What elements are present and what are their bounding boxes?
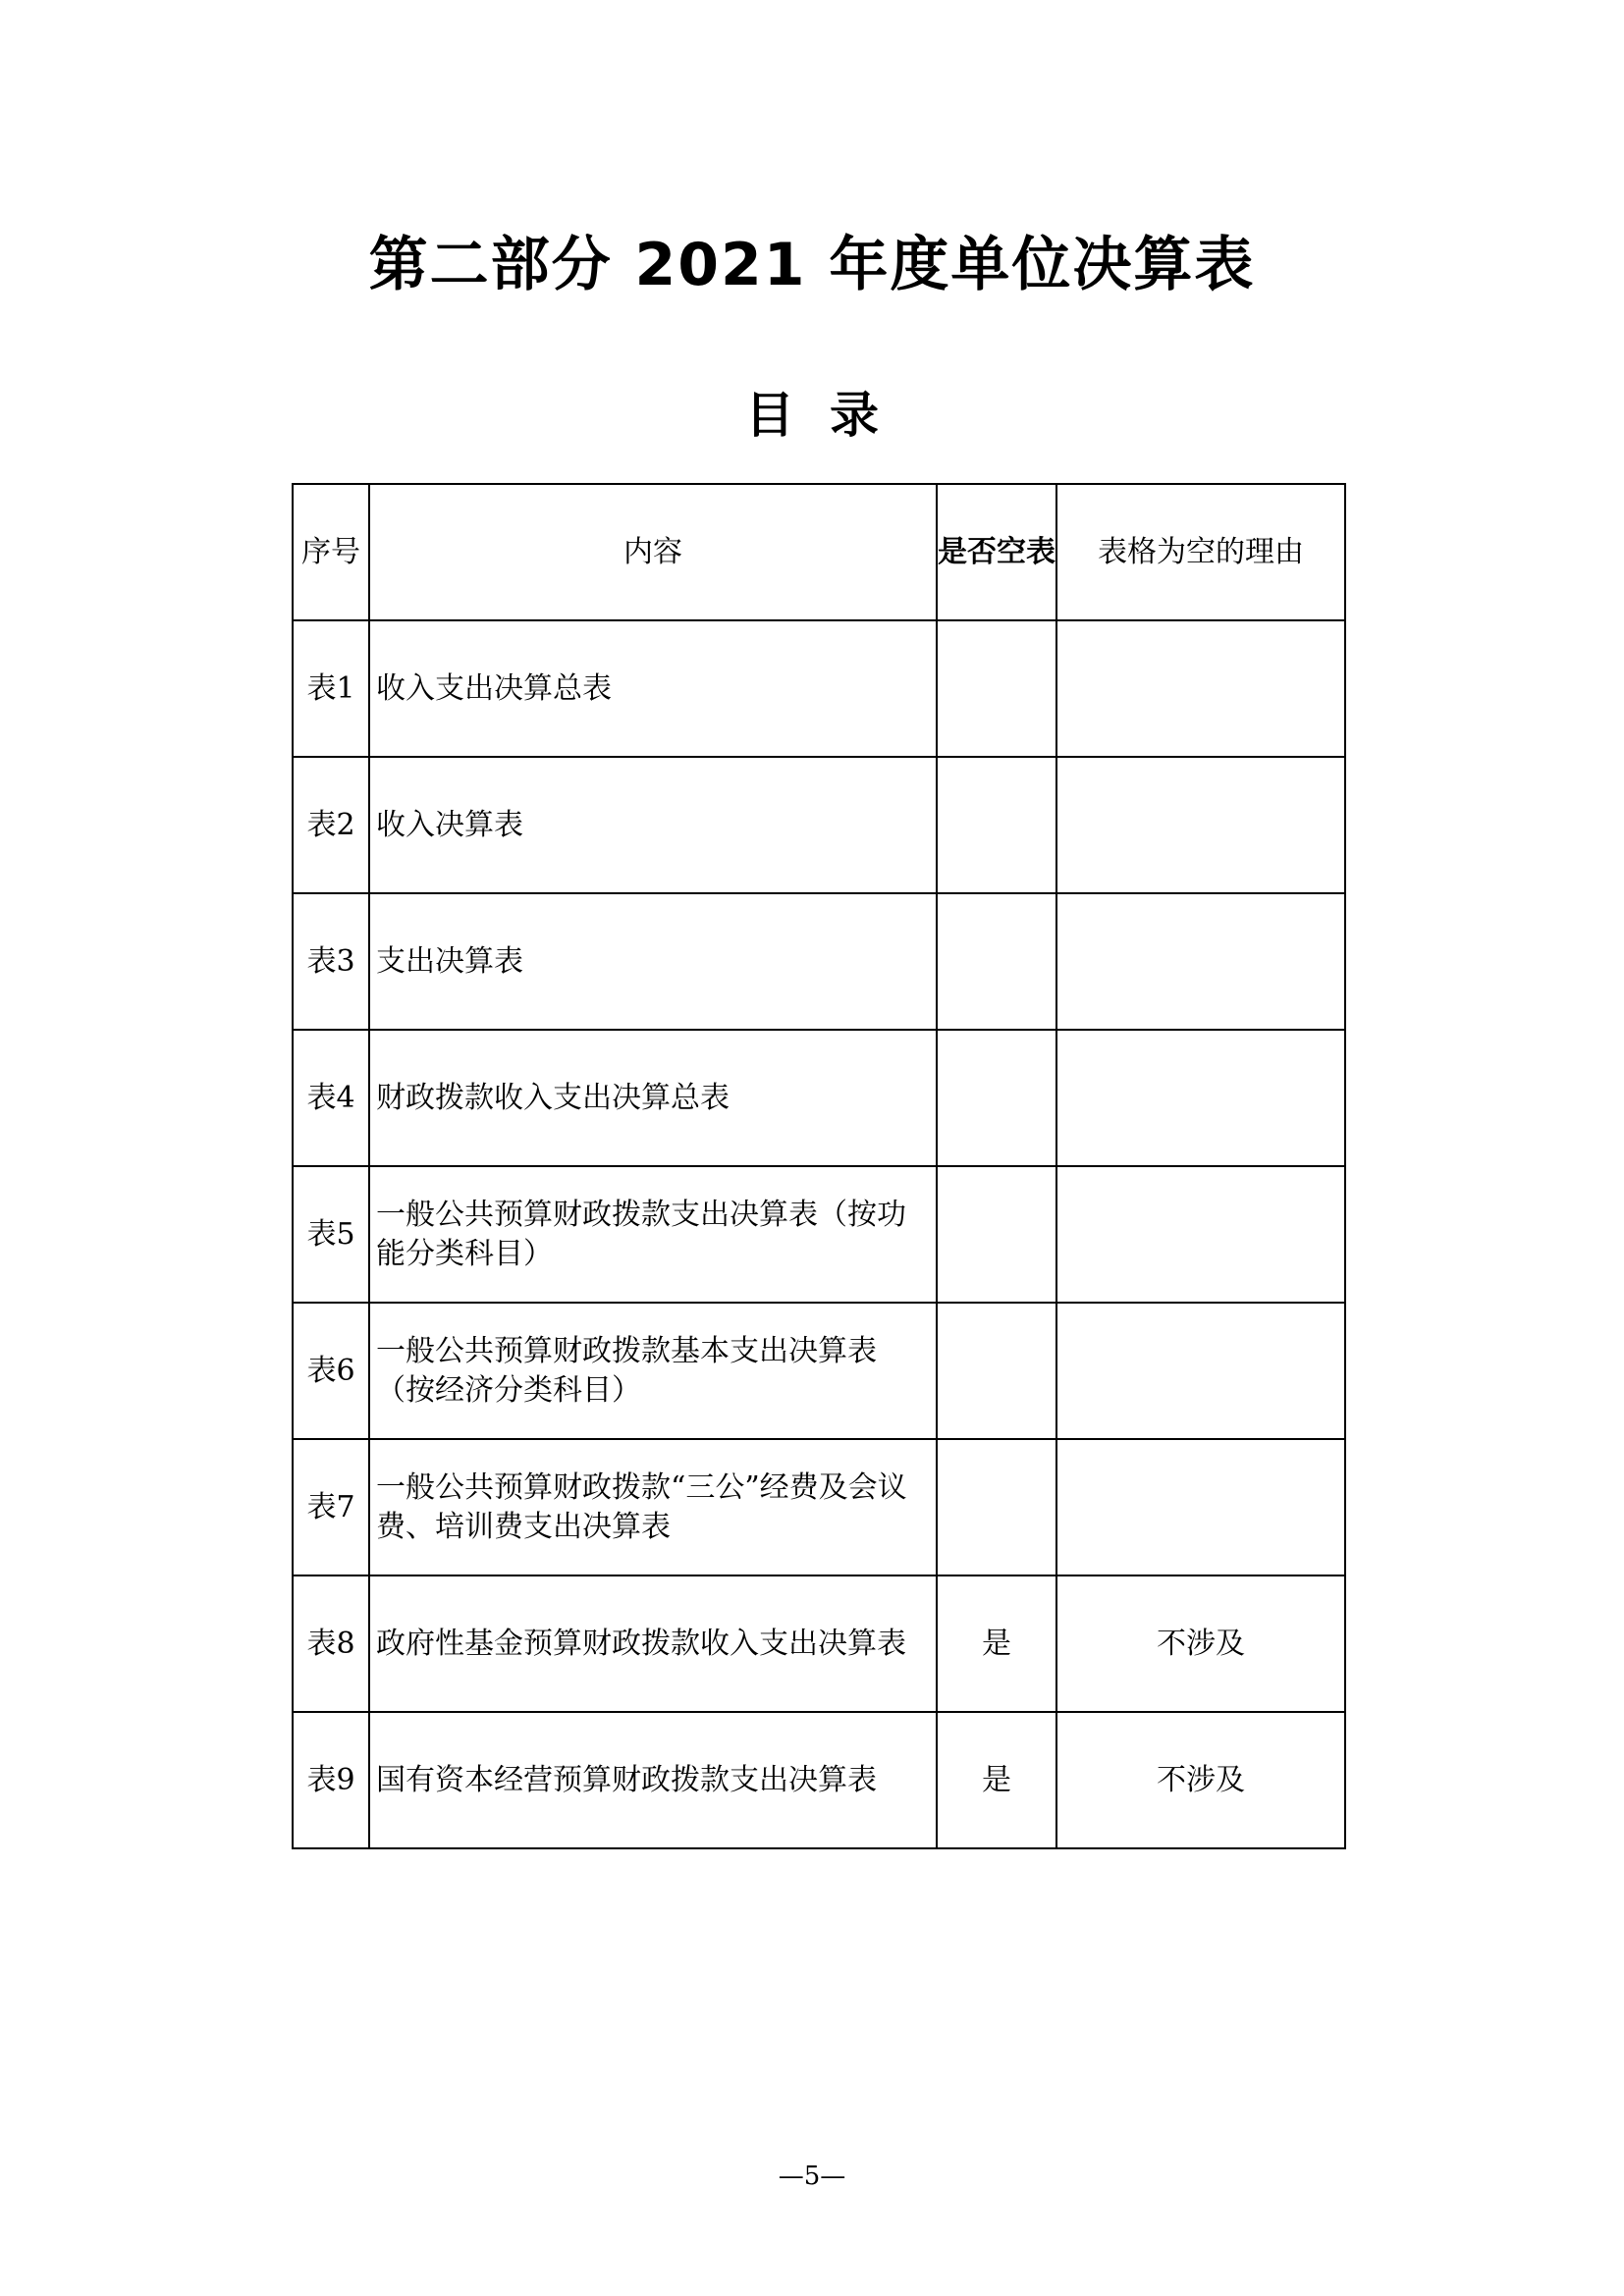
- toc-table: [292, 483, 1346, 1849]
- row-is-empty: 是: [937, 1575, 1056, 1712]
- toc-title: 目录: [745, 387, 914, 444]
- row-seq: 表7: [293, 1439, 369, 1575]
- row-is-empty: [937, 893, 1056, 1030]
- row-is-empty: [937, 1303, 1056, 1439]
- row-content: 支出决算表: [369, 893, 937, 1030]
- row-content: 财政拨款收入支出决算总表: [369, 1030, 937, 1166]
- row-content: 一般公共预算财政拨款“三公”经费及会议费、培训费支出决算表: [369, 1439, 937, 1575]
- page-number: —5—: [778, 2162, 846, 2191]
- row-content: 政府性基金预算财政拨款收入支出决算表: [369, 1575, 937, 1712]
- row-reason: [1056, 1303, 1345, 1439]
- row-reason: 不涉及: [1056, 1712, 1345, 1848]
- row-content: 一般公共预算财政拨款基本支出决算表 （按经济分类科目）: [369, 1303, 937, 1439]
- row-reason: [1056, 1030, 1345, 1166]
- row-seq: 表5: [293, 1166, 369, 1303]
- row-seq: 表8: [293, 1575, 369, 1712]
- table-row: [293, 1712, 1345, 1848]
- table-row: [293, 1166, 1345, 1303]
- row-content: 一般公共预算财政拨款支出决算表（按功能分类科目）: [369, 1166, 937, 1303]
- document-title: 第二部分 2021 年度单位决算表: [368, 231, 1256, 299]
- row-seq: 表2: [293, 757, 369, 893]
- row-is-empty: [937, 1030, 1056, 1166]
- table-row: [293, 757, 1345, 893]
- row-seq: 表4: [293, 1030, 369, 1166]
- row-reason: [1056, 1166, 1345, 1303]
- row-seq: 表9: [293, 1712, 369, 1848]
- row-is-empty: 是: [937, 1712, 1056, 1848]
- table-row: [293, 1030, 1345, 1166]
- row-is-empty: [937, 757, 1056, 893]
- table-row: [293, 1575, 1345, 1712]
- row-reason: [1056, 1439, 1345, 1575]
- row-is-empty: [937, 1166, 1056, 1303]
- table-header-row: [293, 484, 1345, 620]
- table-row: [293, 1303, 1345, 1439]
- header-seq: 序号: [293, 484, 369, 620]
- row-seq: 表1: [293, 620, 369, 757]
- row-reason: [1056, 620, 1345, 757]
- row-content: 国有资本经营预算财政拨款支出决算表: [369, 1712, 937, 1848]
- row-content: 收入决算表: [369, 757, 937, 893]
- header-content: 内容: [369, 484, 937, 620]
- header-is-empty: 是否空表: [937, 484, 1056, 620]
- row-reason: [1056, 893, 1345, 1030]
- table-row: [293, 620, 1345, 757]
- header-reason: 表格为空的理由: [1056, 484, 1345, 620]
- row-seq: 表3: [293, 893, 369, 1030]
- row-seq: 表6: [293, 1303, 369, 1439]
- table-row: [293, 1439, 1345, 1575]
- row-reason: [1056, 757, 1345, 893]
- row-is-empty: [937, 620, 1056, 757]
- row-reason: 不涉及: [1056, 1575, 1345, 1712]
- row-content: 收入支出决算总表: [369, 620, 937, 757]
- row-is-empty: [937, 1439, 1056, 1575]
- table-row: [293, 893, 1345, 1030]
